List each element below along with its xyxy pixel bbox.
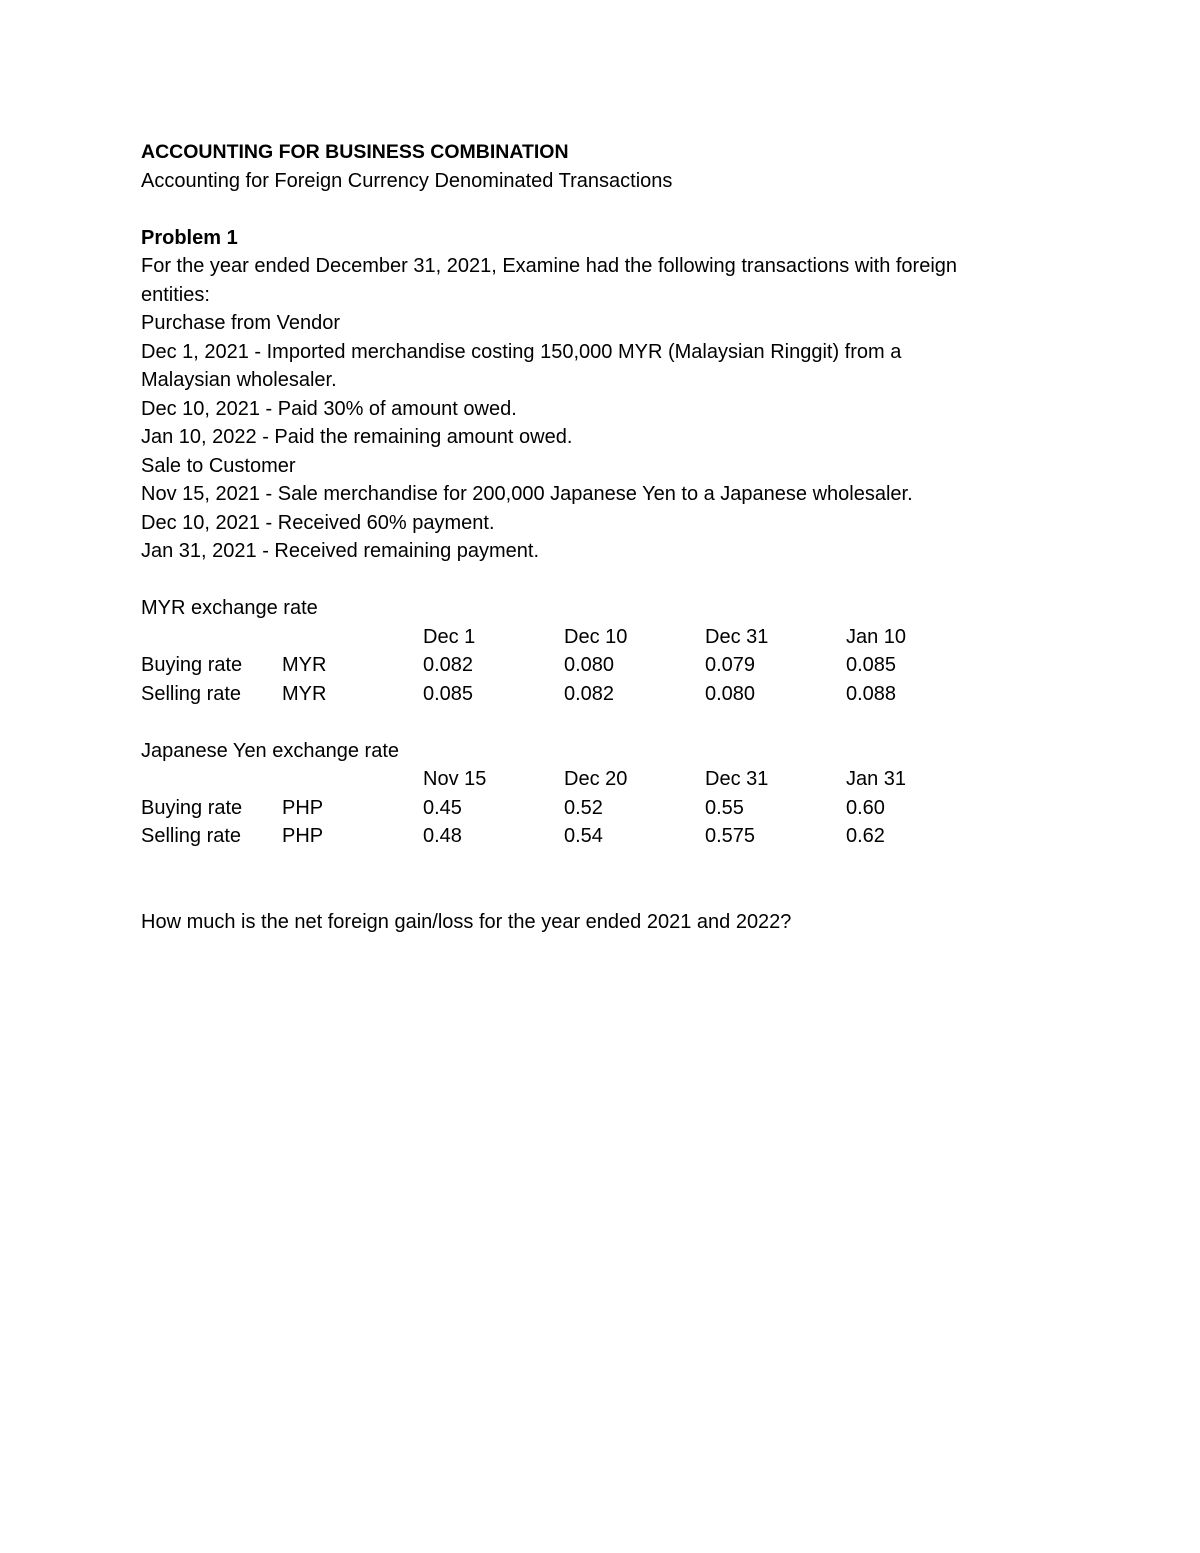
rate-value: 0.082: [564, 682, 615, 705]
sale-line-2: Dec 10, 2021 - Received 60% payment.: [141, 511, 495, 534]
rate-value: 0.079: [705, 654, 756, 676]
rate-value: 0.080: [705, 682, 756, 705]
currency-code: PHP: [282, 796, 324, 819]
currency-code: PHP: [282, 825, 324, 847]
spacer: [141, 851, 1061, 880]
purchase-line-1: Dec 1, 2021 - Imported merchandise costing 150,000 MYR (Malaysian Ringgit) from a: [141, 340, 902, 363]
myr-table-heading: MYR exchange rate: [141, 597, 318, 619]
rate-value: 0.60: [846, 796, 885, 819]
sale-line-1: Nov 15, 2021 - Sale merchandise for 200,000 Japanese Yen to a Japanese wholesaler.: [141, 483, 913, 505]
purchase-line-3: Dec 10, 2021 - Paid 30% of amount owed.: [141, 397, 517, 420]
question-text: How much is the net foreign gain/loss for the year ended 2021 and 2022?: [141, 910, 792, 933]
row-label: Buying rate: [141, 796, 243, 819]
document-title: ACCOUNTING FOR BUSINESS COMBINATION: [141, 141, 569, 163]
yen-selling-rate-row: [141, 822, 1061, 851]
rate-value: 0.085: [423, 682, 474, 705]
rate-value: 0.45: [423, 796, 462, 819]
rate-value: 0.55: [705, 796, 744, 819]
row-label: Buying rate: [141, 654, 243, 676]
problem-heading: Problem 1: [141, 226, 238, 249]
rate-value: 0.48: [423, 825, 462, 847]
yen-table-heading: Japanese Yen exchange rate: [141, 739, 399, 762]
currency-code: MYR: [282, 654, 327, 676]
purchase-line-4: Jan 10, 2022 - Paid the remaining amount owed.: [141, 426, 573, 448]
row-label: Selling rate: [141, 825, 242, 847]
sale-heading: Sale to Customer: [141, 454, 296, 477]
date-header: Dec 31: [705, 768, 769, 790]
myr-buying-rate-row: [141, 651, 1061, 680]
yen-rate-table: [141, 737, 1061, 851]
rate-value: 0.085: [846, 654, 897, 676]
date-header: Dec 31: [705, 625, 769, 648]
myr-date-header-row: [141, 623, 1061, 652]
date-header: Jan 10: [846, 625, 907, 648]
rate-value: 0.082: [423, 654, 474, 676]
purchase-heading: Purchase from Vendor: [141, 312, 340, 334]
yen-date-header-row: [141, 765, 1061, 794]
myr-rate-table: [141, 594, 1061, 708]
rate-value: 0.080: [564, 654, 615, 676]
date-header: Jan 31: [846, 768, 907, 790]
spacer: [141, 879, 1061, 908]
rate-value: 0.52: [564, 796, 603, 819]
document-subtitle: Accounting for Foreign Currency Denominated Transactions: [141, 169, 673, 192]
rate-value: 0.54: [564, 825, 603, 847]
spacer: [141, 566, 1061, 595]
spacer: [141, 708, 1061, 737]
purchase-line-2: Malaysian wholesaler.: [141, 369, 337, 391]
sale-line-3: Jan 31, 2021 - Received remaining payment.: [141, 540, 540, 562]
myr-selling-rate-row: [141, 680, 1061, 709]
rate-value: 0.088: [846, 682, 897, 705]
currency-code: MYR: [282, 682, 327, 705]
date-header: Nov 15: [423, 768, 487, 790]
rate-value: 0.575: [705, 825, 756, 847]
intro-text-line-2: entities:: [141, 283, 210, 306]
intro-text-line-1: For the year ended December 31, 2021, Examine had the following transactions with foreign: [141, 255, 958, 277]
date-header: Dec 10: [564, 625, 628, 648]
date-header: Dec 20: [564, 768, 628, 790]
document-page: [141, 138, 1061, 936]
yen-buying-rate-row: [141, 794, 1061, 823]
spacer: [141, 195, 1061, 224]
date-header: Dec 1: [423, 625, 476, 648]
row-label: Selling rate: [141, 682, 242, 705]
rate-value: 0.62: [846, 825, 885, 847]
